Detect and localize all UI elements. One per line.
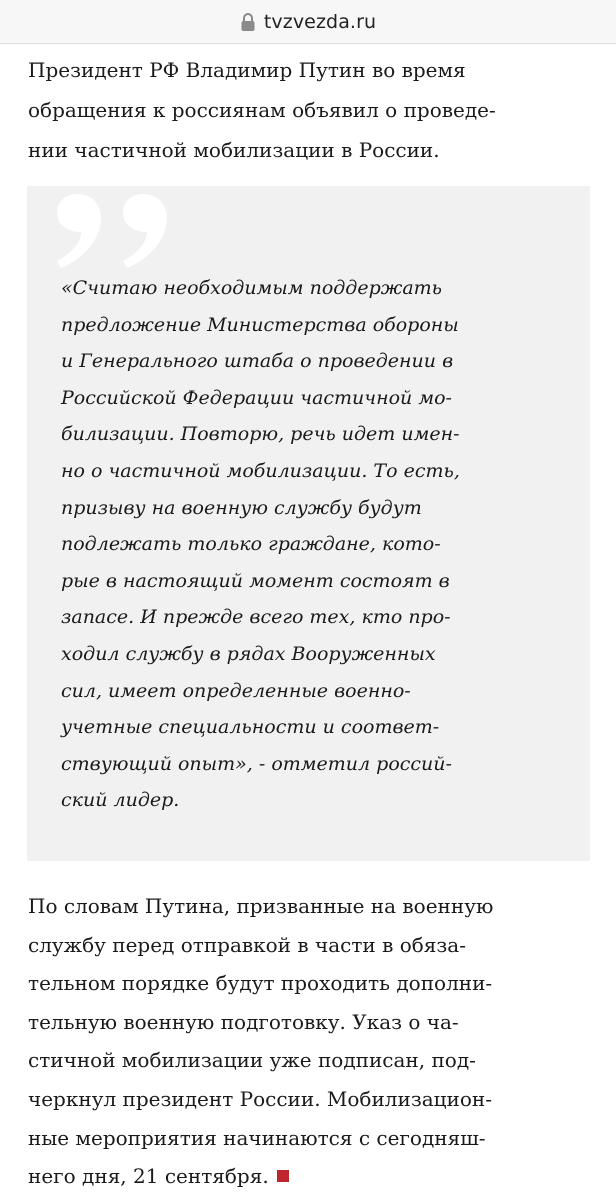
body-line: тельную военную подготовку. Указ о ча- [28,1009,459,1034]
quote-line: призыву на военную службу будут [61,496,422,519]
url-text[interactable]: tvzvezda.ru [263,10,377,33]
body-line: По словам Путина, призванные на военную [28,894,494,918]
quote-line: рые в настоящий момент состоят в [61,569,450,592]
quote-line: сил, имеет определенные военно- [61,679,411,702]
lead-line: нии частичной мобилизации в России. [28,138,440,162]
body-line-text: него дня, 21 сентября. [28,1164,269,1189]
end-of-article-marker [277,1170,289,1182]
body-paragraph [28,887,588,1196]
quote-line: запасе. И прежде всего тех, кто про- [61,606,451,629]
quote-line: ходил службу в рядах Вооруженных [61,642,436,665]
quote-line: билизации. Повторю, речь идет имен- [61,423,460,446]
quote-line: предложение Министерства обороны [61,313,459,336]
quote-line: и Генерального штаба о проведении в [61,350,454,373]
body-line: стичной мобилизации уже подписан, под- [28,1048,476,1073]
lock-icon [240,12,256,32]
quote-line: ский лидер. [61,789,180,812]
quote-text [61,270,561,819]
quote-line: но о частичной мобилизации. То есть, [61,459,460,482]
quotation-mark-icon [49,192,175,268]
body-line: ные мероприятия начинаются с сегодняш- [28,1125,486,1150]
lead-line: обращения к россиянам объявил о проведе- [28,98,496,122]
quote-line: подлежать только граждане, кото- [61,533,441,556]
address-bar[interactable] [0,0,616,44]
lead-paragraph [28,50,588,170]
quote-line: учетные специальности и соответ- [61,716,440,739]
body-line: черкнул президент России. Мобилизацион- [28,1086,492,1111]
quote-block [27,186,590,861]
lead-line: Президент РФ Владимир Путин во время [28,58,466,82]
body-line-last [28,1157,588,1196]
quote-line: «Считаю необходимым поддержать [61,277,443,299]
quote-line: ствующий опыт», - отметил россий- [61,752,452,775]
body-line: тельном порядке будут проходить дополни- [28,971,493,996]
body-line: службу перед отправкой в части в обяза- [28,932,466,957]
quote-line: Российской Федерации частичной мо- [61,386,452,409]
